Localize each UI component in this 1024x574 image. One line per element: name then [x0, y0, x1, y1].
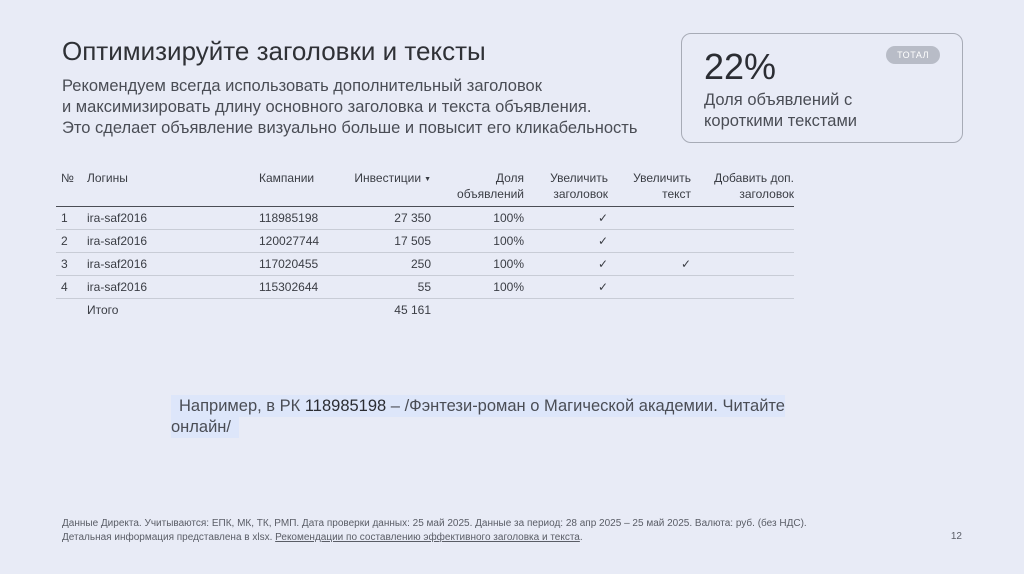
page-number: 12 — [950, 531, 962, 542]
footer-note — [62, 517, 922, 545]
total-spacer — [691, 299, 794, 322]
footer-prefix: Детальная информация представлена в xlsx. — [62, 532, 276, 543]
row-login: ira-saf2016 — [87, 230, 259, 253]
example-text: – /Фэнтези-роман о Магической академии. Читайте онлайн/ — [171, 397, 785, 436]
footer-line — [62, 531, 922, 545]
table-header-row — [56, 170, 794, 207]
column-header-login[interactable]: Логины — [87, 170, 259, 207]
row-number: 2 — [56, 230, 87, 253]
row-investment: 55 — [339, 276, 431, 299]
row-campaign: 118985198 — [259, 207, 339, 230]
total-investment: 45 161 — [394, 303, 431, 318]
column-header-increase-text[interactable]: Увеличить текст — [608, 170, 691, 207]
total-spacer — [431, 299, 524, 322]
row-login: ira-saf2016 — [87, 253, 259, 276]
kpi-card — [681, 33, 963, 143]
subtitle-line: Это сделает объявление визуально больше и повысит его кликабельность — [62, 119, 638, 137]
row-investment: 17 505 — [339, 230, 431, 253]
total-spacer — [608, 299, 691, 322]
example-campaign-id: 118985198 — [304, 397, 387, 415]
total-label: Итого — [87, 303, 119, 318]
row-investment: 250 — [339, 253, 431, 276]
table-row — [56, 253, 794, 276]
row-number: 4 — [56, 276, 87, 299]
example-highlight — [171, 395, 785, 438]
footer-line: Данные Директа. Учитываются: ЕПК, МК, ТК, РМП. Дата проверки данных: 25 май 2025. Данные за период: 28 апр 2025 – 25 май 2025. Валюта: руб. (без НДС). — [62, 518, 807, 529]
column-header-share[interactable]: Доля объявлений — [431, 170, 524, 207]
table-row — [56, 230, 794, 253]
total-spacer — [524, 299, 608, 322]
table-row — [56, 207, 794, 230]
subtitle-line: и максимизировать длину основного заголовка и текста объявления. — [62, 98, 592, 116]
subtitle-line: Рекомендуем всегда использовать дополнительный заголовок — [62, 77, 542, 95]
check-icon — [608, 230, 691, 253]
column-header-num: № — [56, 170, 87, 207]
row-campaign: 120027744 — [259, 230, 339, 253]
row-share: 100% — [431, 230, 524, 253]
row-investment: 27 350 — [339, 207, 431, 230]
column-header-campaigns[interactable]: Кампании — [259, 170, 339, 207]
total-spacer — [259, 299, 339, 322]
table-total-row — [56, 299, 794, 322]
total-spacer — [56, 299, 87, 322]
check-icon — [608, 276, 691, 299]
check-icon — [691, 230, 794, 253]
kpi-label: Доля объявлений с короткими текстами — [704, 91, 858, 130]
row-campaign: 117020455 — [259, 253, 339, 276]
check-icon: ✓ — [524, 207, 608, 230]
check-icon — [691, 276, 794, 299]
row-share: 100% — [431, 276, 524, 299]
row-number: 3 — [56, 253, 87, 276]
recommendations-link[interactable]: Рекомендации по составлению эффективного заголовка и текста — [275, 532, 580, 543]
row-share: 100% — [431, 253, 524, 276]
sort-down-icon[interactable]: ▼ — [424, 176, 431, 183]
column-header-investments[interactable] — [339, 170, 431, 207]
check-icon: ✓ — [524, 276, 608, 299]
column-header-add-headline[interactable]: Добавить доп. заголовок — [691, 170, 794, 207]
total-badge: ТОТАЛ — [886, 46, 940, 64]
example-prefix: Например, в РК — [179, 397, 305, 415]
row-login: ira-saf2016 — [87, 276, 259, 299]
kpi-value: 22% — [704, 46, 777, 87]
check-icon: ✓ — [524, 230, 608, 253]
table-row — [56, 276, 794, 299]
check-icon: ✓ — [608, 253, 691, 276]
check-icon — [691, 253, 794, 276]
example-ad-text — [171, 396, 825, 438]
check-icon — [608, 207, 691, 230]
footer-suffix: . — [579, 532, 583, 543]
row-share: 100% — [431, 207, 524, 230]
column-header-increase-headline[interactable]: Увеличить заголовок — [524, 170, 608, 207]
check-icon — [691, 207, 794, 230]
row-campaign: 115302644 — [259, 276, 339, 299]
row-login: ira-saf2016 — [87, 207, 259, 230]
page-subtitle — [62, 76, 682, 139]
check-icon: ✓ — [524, 253, 608, 276]
investments-header-label: Инвестиции — [354, 171, 422, 185]
recommendations-table — [56, 170, 794, 322]
row-number: 1 — [56, 207, 87, 230]
page-title: Оптимизируйте заголовки и тексты — [62, 36, 486, 66]
